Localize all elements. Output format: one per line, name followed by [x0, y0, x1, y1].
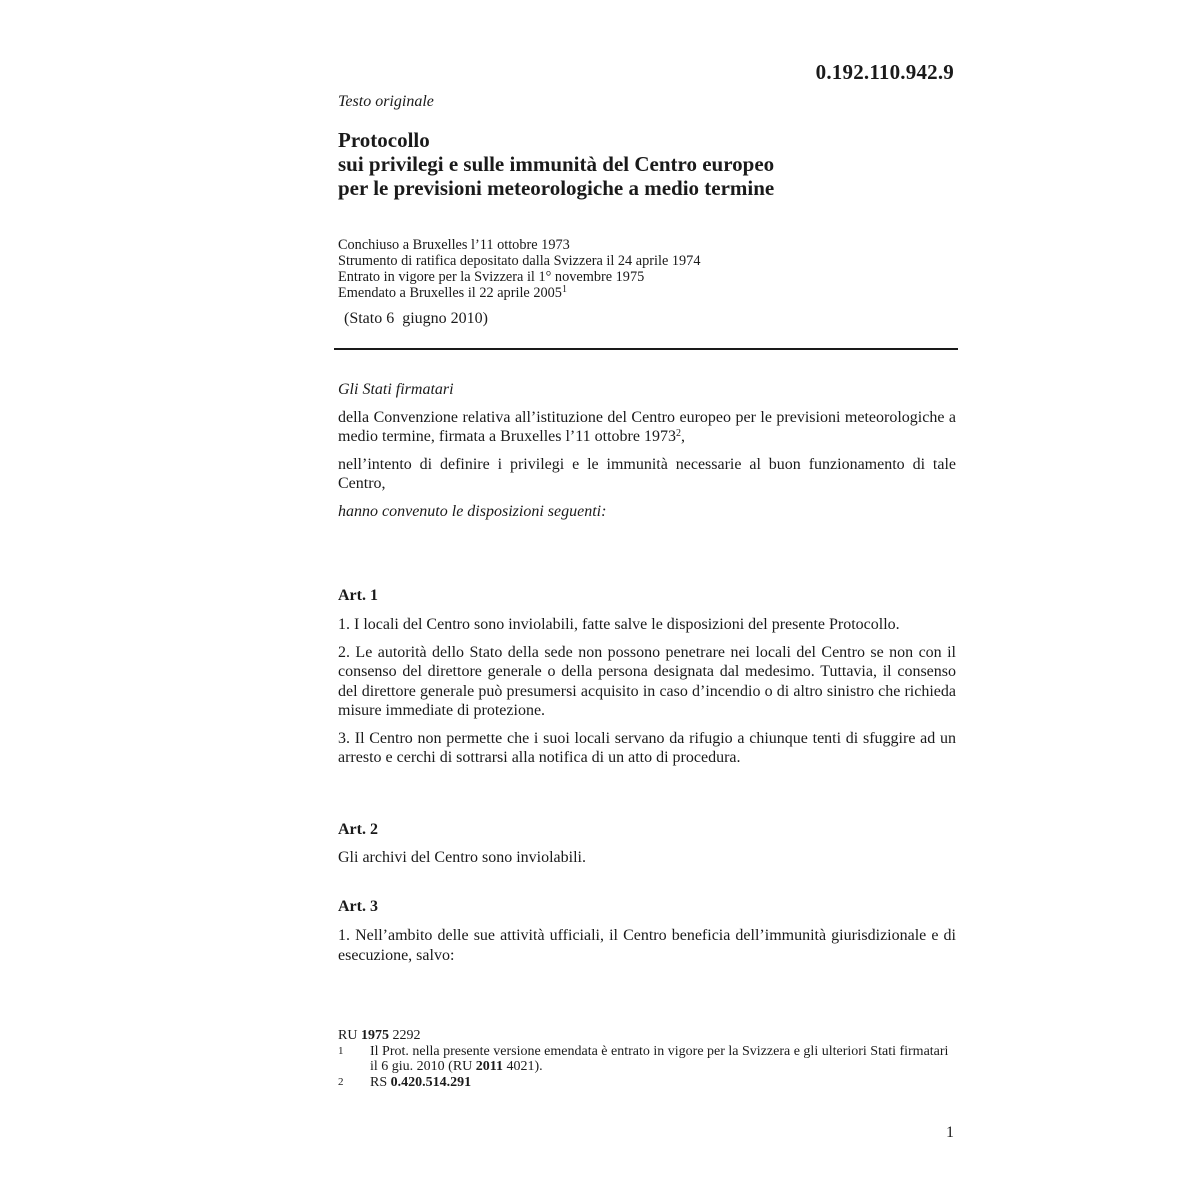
article-2-body [338, 848, 956, 868]
preamble-agreed: hanno convenuto le disposizioni seguenti: [338, 502, 607, 520]
status-date: (Stato 6 giugno 2010) [340, 310, 488, 327]
document-metadata [338, 237, 700, 301]
footnote-2-text [370, 1075, 958, 1091]
article-2-paragraph-1: Gli archivi del Centro sono inviolabili. [338, 849, 586, 866]
preamble [338, 380, 956, 521]
preamble-convention [338, 408, 956, 447]
title-line-1: Protocollo [338, 128, 430, 152]
ru-reference [338, 1028, 958, 1044]
ratification-date: Strumento di ratifica depositato dalla Svizzera il 24 aprile 1974 [338, 253, 701, 269]
amended-text: Emendato a Bruxelles il 22 aprile 2005 [338, 285, 562, 301]
footnote-2-ref[interactable]: 0.420.514.291 [390, 1074, 472, 1090]
page-number: 1 [946, 1124, 954, 1141]
convention-text: della Convenzione relativa all’istituzione del Centro europeo per le previsioni meteorologiche a medio termine, firmata a Bruxelles l’11 ottobre 1973 [338, 408, 956, 445]
preamble-intent: nell’intento di definire i privilegi e le immunità necessarie al buon funzionamento di tale Centro, [338, 455, 956, 492]
article-1-paragraph-3: 3. Il Centro non permette che i suoi locali servano da rifugio a chiunque tenti di sfuggire ad un arresto e cerchi di sottrarsi alla notifica di un atto di procedura. [338, 729, 956, 766]
article-1-title: Art. 1 [338, 587, 378, 604]
concluded-date: Conchiuso a Bruxelles l’11 ottobre 1973 [338, 237, 570, 253]
article-3-title: Art. 3 [338, 898, 378, 915]
article-1-body [338, 615, 956, 768]
footnote-2 [338, 1075, 958, 1091]
footnote-1 [338, 1044, 958, 1075]
footnotes [338, 1028, 958, 1090]
amended-date [338, 285, 700, 301]
footnote-1-text-b: 4021). [503, 1059, 543, 1074]
title-line-2: sui privilegi e sulle immunità del Centro europeo [338, 152, 775, 176]
footnote-ref-1[interactable]: 1 [561, 284, 567, 295]
footnote-1-text-a: Il Prot. nella presente versione emendata è entrato in vigore per la Svizzera e gli ulteriori Stati firmatari il 6 giu. 2010 (RU [370, 1043, 949, 1074]
document-title [338, 128, 958, 200]
article-3-paragraph-1: 1. Nell’ambito delle sue attività ufficiali, il Centro beneficia dell’immunità giurisdizionale e di esecuzione, salvo: [338, 927, 956, 964]
footnote-1-number: 1 [338, 1044, 344, 1057]
article-3-body [338, 926, 956, 965]
original-text-label: Testo originale [338, 93, 434, 110]
footnote-1-year: 2011 [475, 1059, 504, 1074]
sr-number: 0.192.110.942.9 [815, 60, 954, 84]
footnote-1-text [370, 1044, 958, 1075]
article-2-title: Art. 2 [338, 821, 378, 838]
ru-year: 1975 [360, 1028, 389, 1043]
in-force-date: Entrato in vigore per la Svizzera il 1° novembre 1975 [338, 269, 645, 285]
article-1-paragraph-2: 2. Le autorità dello Stato della sede non possono penetrare nei locali del Centro se non con il consenso del direttore generale o della persona designata dal medesimo. Tuttavia, il consenso del direttore generale può presumersi acquisito in caso d’incendio o di altro sinistro che richieda misure immediate di protezione. [338, 643, 956, 719]
footnote-2-prefix: RS [370, 1074, 391, 1090]
article-1-paragraph-1: 1. I locali del Centro sono inviolabili, fatte salve le disposizioni del presente Protocollo. [338, 616, 900, 633]
ru-page: 2292 [388, 1028, 421, 1043]
title-line-3: per le previsioni meteorologiche a medio termine [338, 176, 775, 200]
footnote-2-number: 2 [338, 1075, 344, 1088]
ru-prefix: RU [338, 1028, 361, 1043]
header-divider [334, 348, 958, 350]
footnote-ref-2[interactable]: 2 [675, 428, 681, 439]
convention-tail: , [680, 428, 685, 445]
signatory-states: Gli Stati firmatari [338, 381, 454, 398]
